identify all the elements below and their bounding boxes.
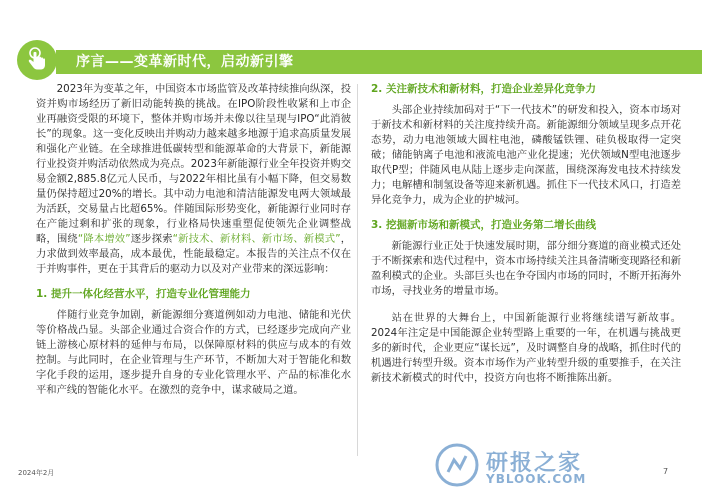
column-divider: [357, 84, 358, 456]
page-title: 序言——变革新时代，启动新引擎: [76, 54, 294, 70]
section2-body: 头部企业持续加码对于“下一代技术”的研发和投入，资本市场对于新技术和新材料的关注度持续升高。新能源细分领域呈现多点开花态势，动力电池领域大圆柱电池，磷酸锰铁锂、硅负极取得一定突破；储能钠离子电池和液流电池产业化提速；光伏领域N型电池逐步取代P型；伴随风电从陆上逐步走向深蓝，围绕深海发电技术持续发力；电解槽和制氢设备等迎来新机遇。抓住下一代技术风口，打造差异化竞争力，成为企业的护城河。: [371, 104, 681, 206]
intro-text-1: 2023年为变革之年，中国资本市场监管及改革持续推向纵深，投资并购市场经历了新旧动能转换的挑战。在IPO阶段性收紧和上市企业再融资受限的环境下，整体并购市场并未像以往呈现与IPO“此消彼长”的现象。这一变化反映出并购动力越来越多地源于追求高质量发展和强化产业链。在全球推进低碳转型和能源革命的大背景下，新能源行业投资并购活动依然成为亮点。2023年新能源行业全年投资并购交易金额2,885.8亿元人民币，与2022年相比虽有小幅下降，但交易数量仍保持超过20%的增长。其中动力电池和清洁能源发电两大领域最为活跃，交易量占比超65%。伴随国际形势变化，新能源行业同时存在产能过剩和扩张的现象，行业格局快速重塑促使领先企业调整战略，围绕: [36, 83, 351, 245]
right-column: [371, 82, 681, 386]
section1-body: 伴随行业竞争加剧，新能源细分赛道例如动力电池、储能和光伏等价格战凸显。头部企业通过合资合作的方式，已经逐步完成向产业链上游核心原材料的延伸与布局，以保障原材料的供应与成本的有效控制。与此同时，在企业管理与生产环节，不断加大对于智能化和数字化手段的运用，逐步提升自身的专业化管理水平、产品的标准化水平和产线的智能化水平。在激烈的竞争中，谋求破局之道。: [36, 309, 351, 396]
intro-highlight-2: “新技术、新材料、新市场、新模式”: [172, 233, 341, 245]
section3-heading: 3. 挖掘新市场和新模式，打造业务第二增长曲线: [371, 219, 596, 231]
intro-text-2: 逐步探索: [130, 233, 173, 245]
section1-heading: 1. 提升一体化经营水平，打造专业化管理能力: [36, 288, 251, 300]
page-number: 7: [663, 467, 669, 476]
hand-pointer-icon: [25, 47, 49, 73]
closing-paragraph: 站在世界的大舞台上，中国新能源行业将继续谱写新故事。2024年注定是中国能源企业转型路上重要的一年，在机遇与挑战更多的新时代，企业更应“谋长远”，及时调整自身的战略，抓住时代的机遇进行转型升级。资本市场作为产业转型升级的重要推手，在关注新技术新模式的时代中，投资方向也将不断推陈出新。: [371, 312, 681, 384]
intro-text-3: ，力求做到效率最高，成本最优，性能最稳定。本报告的关注点不仅在于并购事件，更在于其背后的驱动力以及对产业带来的深远影响：: [36, 233, 352, 275]
intro-paragraph: [36, 82, 351, 277]
header-icon-badge: [17, 40, 57, 80]
left-column: [36, 82, 351, 398]
watermark-url: YBLOOK.COM: [486, 472, 587, 486]
watermark: [434, 440, 624, 490]
footer-date: 2024年2月: [18, 469, 55, 477]
section3-body: 新能源行业正处于快速发展时期，部分细分赛道的商业模式还处于不断探索和迭代过程中，资本市场持续关注具备清晰变现路径和新盈利模式的企业。头部巨头也在争夺国内市场的同时，不断开拓海外市场，寻找业务的增量市场。: [371, 240, 681, 297]
watermark-text: 研报之家: [486, 451, 583, 476]
watermark-logo-icon: [434, 442, 480, 488]
intro-highlight-1: “降本增效”: [77, 233, 131, 245]
section2-heading: 2. 关注新技术和新材料，打造企业差异化竞争力: [371, 83, 596, 95]
